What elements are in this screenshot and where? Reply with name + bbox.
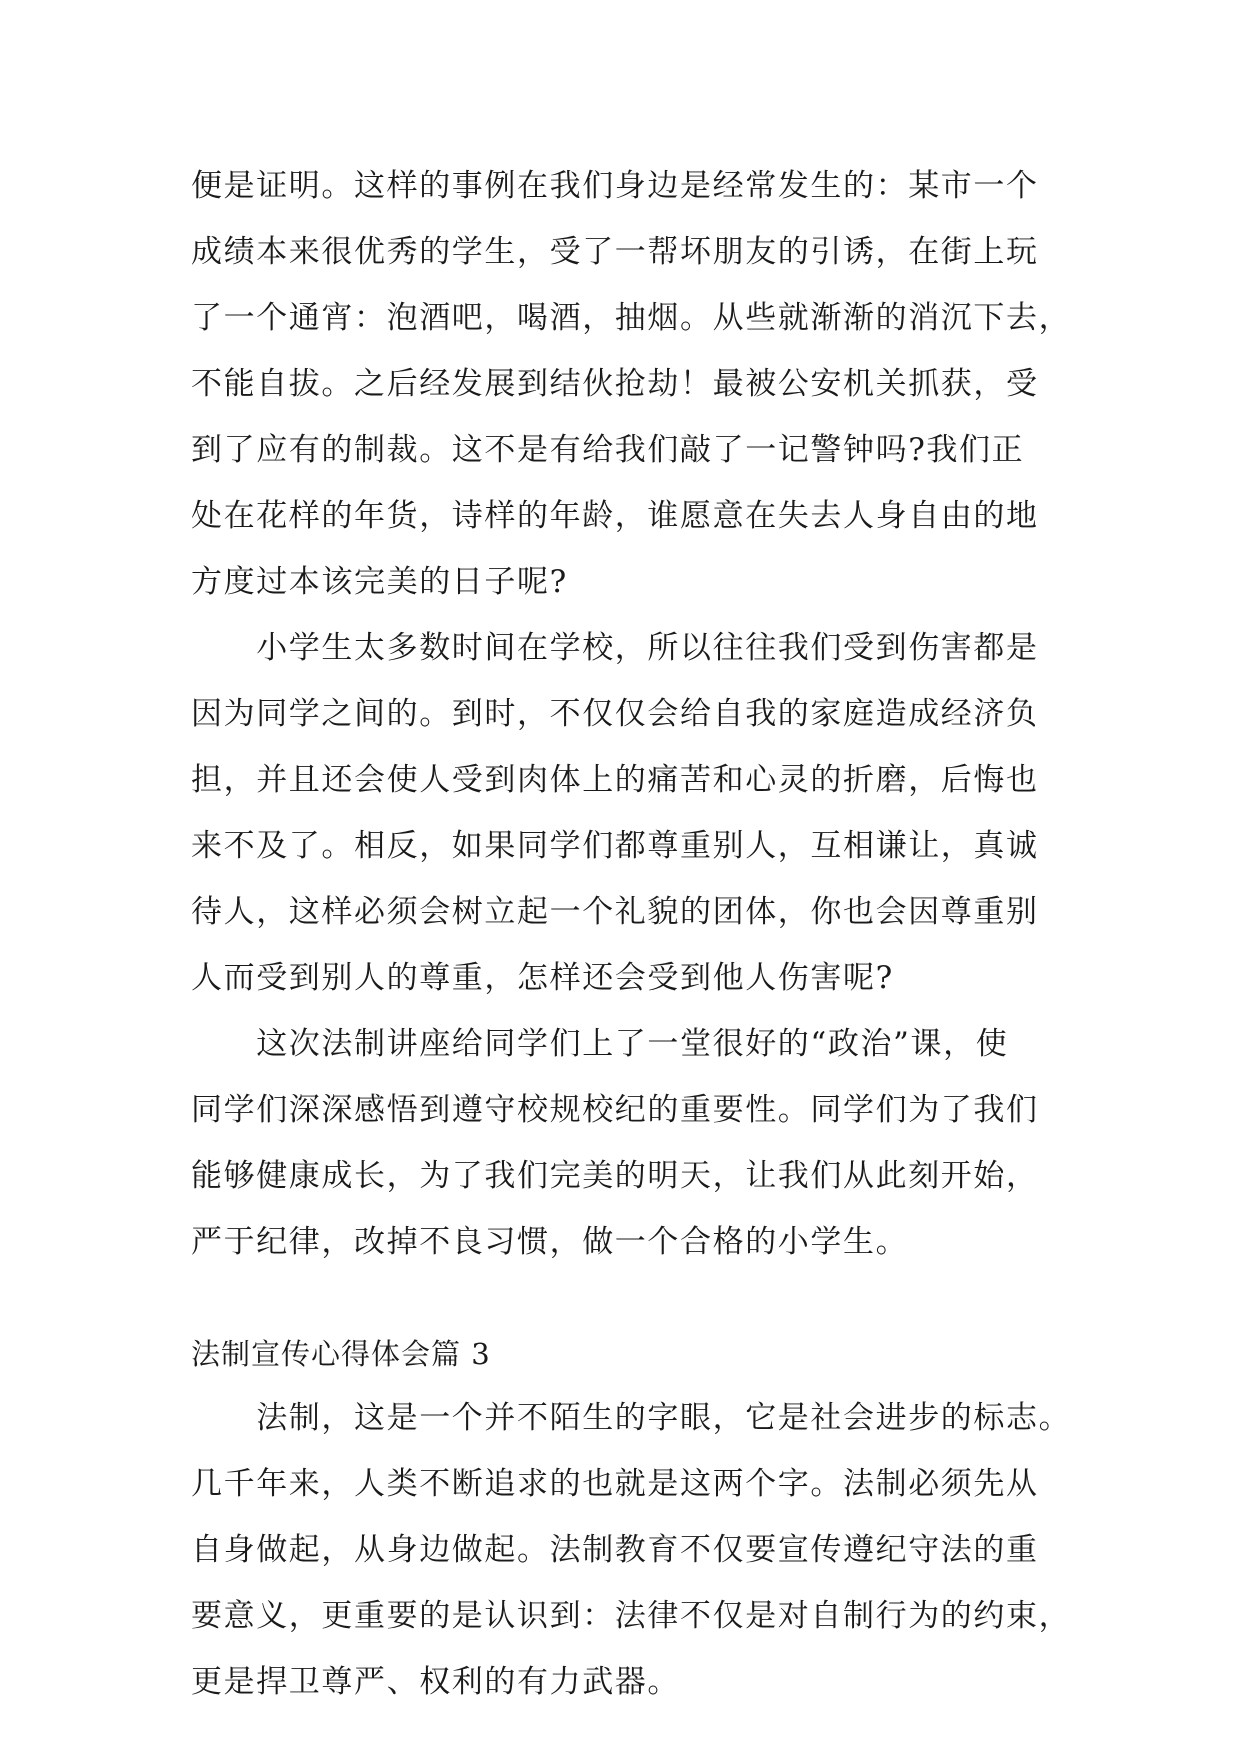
text-line: 来不及了。相反，如果同学们都尊重别人，互相谦让，真诚	[191, 828, 1039, 864]
text-line: 处在花样的年货，诗样的年龄，谁愿意在失去人身自由的地	[191, 498, 1039, 534]
text-line: 严于纪律，改掉不良习惯，做一个合格的小学生。	[191, 1224, 909, 1260]
text-line: 成绩本来很优秀的学生，受了一帮坏朋友的引诱，在街上玩	[191, 234, 1039, 270]
text-line: 能够健康成长，为了我们完美的明天，让我们从此刻开始，	[191, 1158, 1039, 1194]
text-line: 几千年来，人类不断追求的也就是这两个字。法制必须先从	[191, 1466, 1039, 1502]
text-line: 法制，这是一个并不陌生的字眼，它是社会进步的标志。	[191, 1400, 1072, 1436]
text-line: 要意义，更重要的是认识到：法律不仅是对自制行为的约束，	[191, 1598, 1072, 1634]
text-line: 人而受到别人的尊重，怎样还会受到他人伤害呢?	[191, 960, 894, 996]
text-line: 了一个通宵：泡酒吧，喝酒，抽烟。从些就渐渐的消沉下去，	[191, 300, 1072, 336]
text-line: 更是捍卫尊严、权利的有力武器。	[191, 1664, 680, 1700]
text-line: 同学们深深感悟到遵守校规校纪的重要性。同学们为了我们	[191, 1092, 1039, 1128]
text-line: 自身做起，从身边做起。法制教育不仅要宣传遵纪守法的重	[191, 1532, 1039, 1568]
text-line: 这次法制讲座给同学们上了一堂很好的“政治”课，使	[191, 1026, 1009, 1062]
text-line: 不能自拔。之后经发展到结伙抢劫！最被公安机关抓获，受	[191, 366, 1039, 402]
text-line: 便是证明。这样的事例在我们身边是经常发生的：某市一个	[191, 168, 1039, 204]
text-line: 待人，这样必须会树立起一个礼貌的团体，你也会因尊重别	[191, 894, 1039, 930]
text-line: 到了应有的制裁。这不是有给我们敲了一记警钟吗?我们正	[191, 432, 1025, 468]
text-line: 因为同学之间的。到时，不仅仅会给自我的家庭造成经济负	[191, 696, 1039, 732]
section-title: 法制宣传心得体会篇 3	[191, 1337, 491, 1371]
text-line: 担，并且还会使人受到肉体上的痛苦和心灵的折磨，后悔也	[191, 762, 1039, 798]
text-line: 方度过本该完美的日子呢?	[191, 564, 568, 600]
text-line: 小学生太多数时间在学校，所以往往我们受到伤害都是	[191, 630, 1039, 666]
